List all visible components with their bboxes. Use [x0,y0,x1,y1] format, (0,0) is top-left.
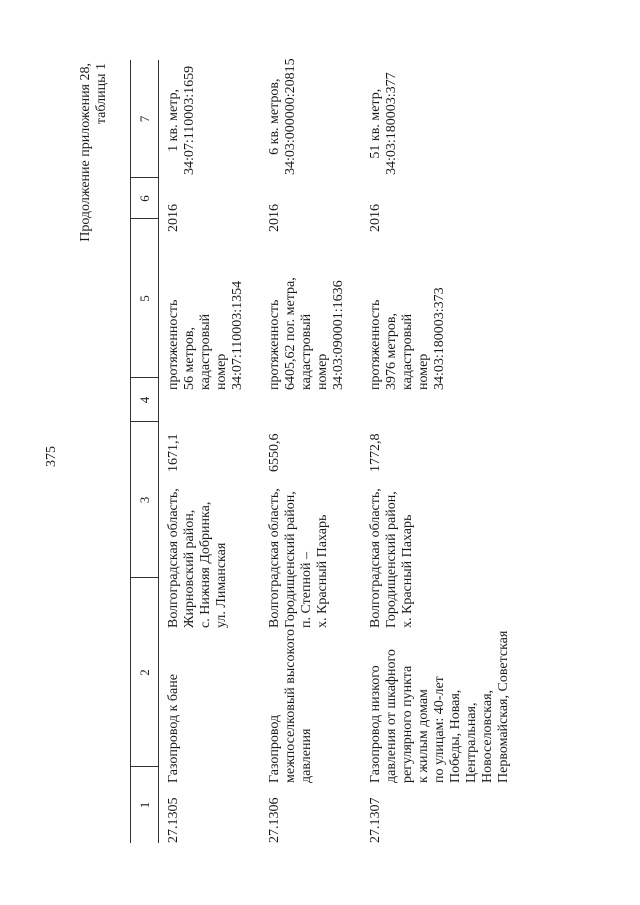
object-value: 1671,1 [166,433,181,472]
row-id: 27.1306 [267,797,282,843]
land-info: 1 кв. метр, 34:07:110003:1659 [166,65,197,175]
land-info: 51 кв. метр, 34:03:180003:377 [368,72,399,175]
object-value: 6550,6 [267,433,282,472]
object-address: Волгоградская область, Жирновский район, с. Нижняя Добринка, ул. Лиманская [166,488,229,628]
object-characteristics: протяженность 56 метров, кадастровый номер 34:07:110003:1354 [166,280,245,390]
object-address: Волгоградская область, Городищенский район, п. Степной – х. Красный Пахарь [267,488,330,628]
header-bottom-rule [158,60,159,843]
object-year: 2016 [267,204,282,232]
column-header: 7 [137,115,152,123]
object-name: Газопровод низкого давления от шкафного регулярного пункта к жилым домам по улицам: 40-лет Победы, Новая, Центральная, Новоселовская, Первомайская, Советская [368,630,511,783]
object-value: 1772,8 [368,433,383,472]
row-id: 27.1307 [368,797,383,843]
object-characteristics: протяженность 6405,62 пог. метра, кадастровый номер 34:03:090001:1636 [267,277,346,390]
row-id: 27.1305 [166,797,181,843]
column-header: 6 [137,195,152,202]
caption-line-1: Продолжение приложения 28, [78,63,93,242]
caption-line-2: таблицы 1 [94,63,109,125]
land-info: 6 кв. метров, 34:03:000000:20815 [267,58,298,175]
column-header: 2 [137,669,152,676]
object-name: Газопровод к бане [166,674,181,783]
object-characteristics: протяженность 3976 метров, кадастровый номер 34:03:180003:373 [368,287,447,390]
object-year: 2016 [166,204,181,232]
object-name: Газопровод межпоселковый высокого давления [267,629,314,783]
column-header: 5 [137,295,152,302]
object-address: Волгоградская область, Городищенский район, х. Красный Пахарь [368,488,415,628]
table-caption [78,63,110,255]
object-year: 2016 [368,204,383,232]
column-header: 3 [137,496,152,504]
column-header: 4 [137,396,152,404]
column-header: 1 [137,801,152,809]
page-number: 375 [44,446,59,467]
